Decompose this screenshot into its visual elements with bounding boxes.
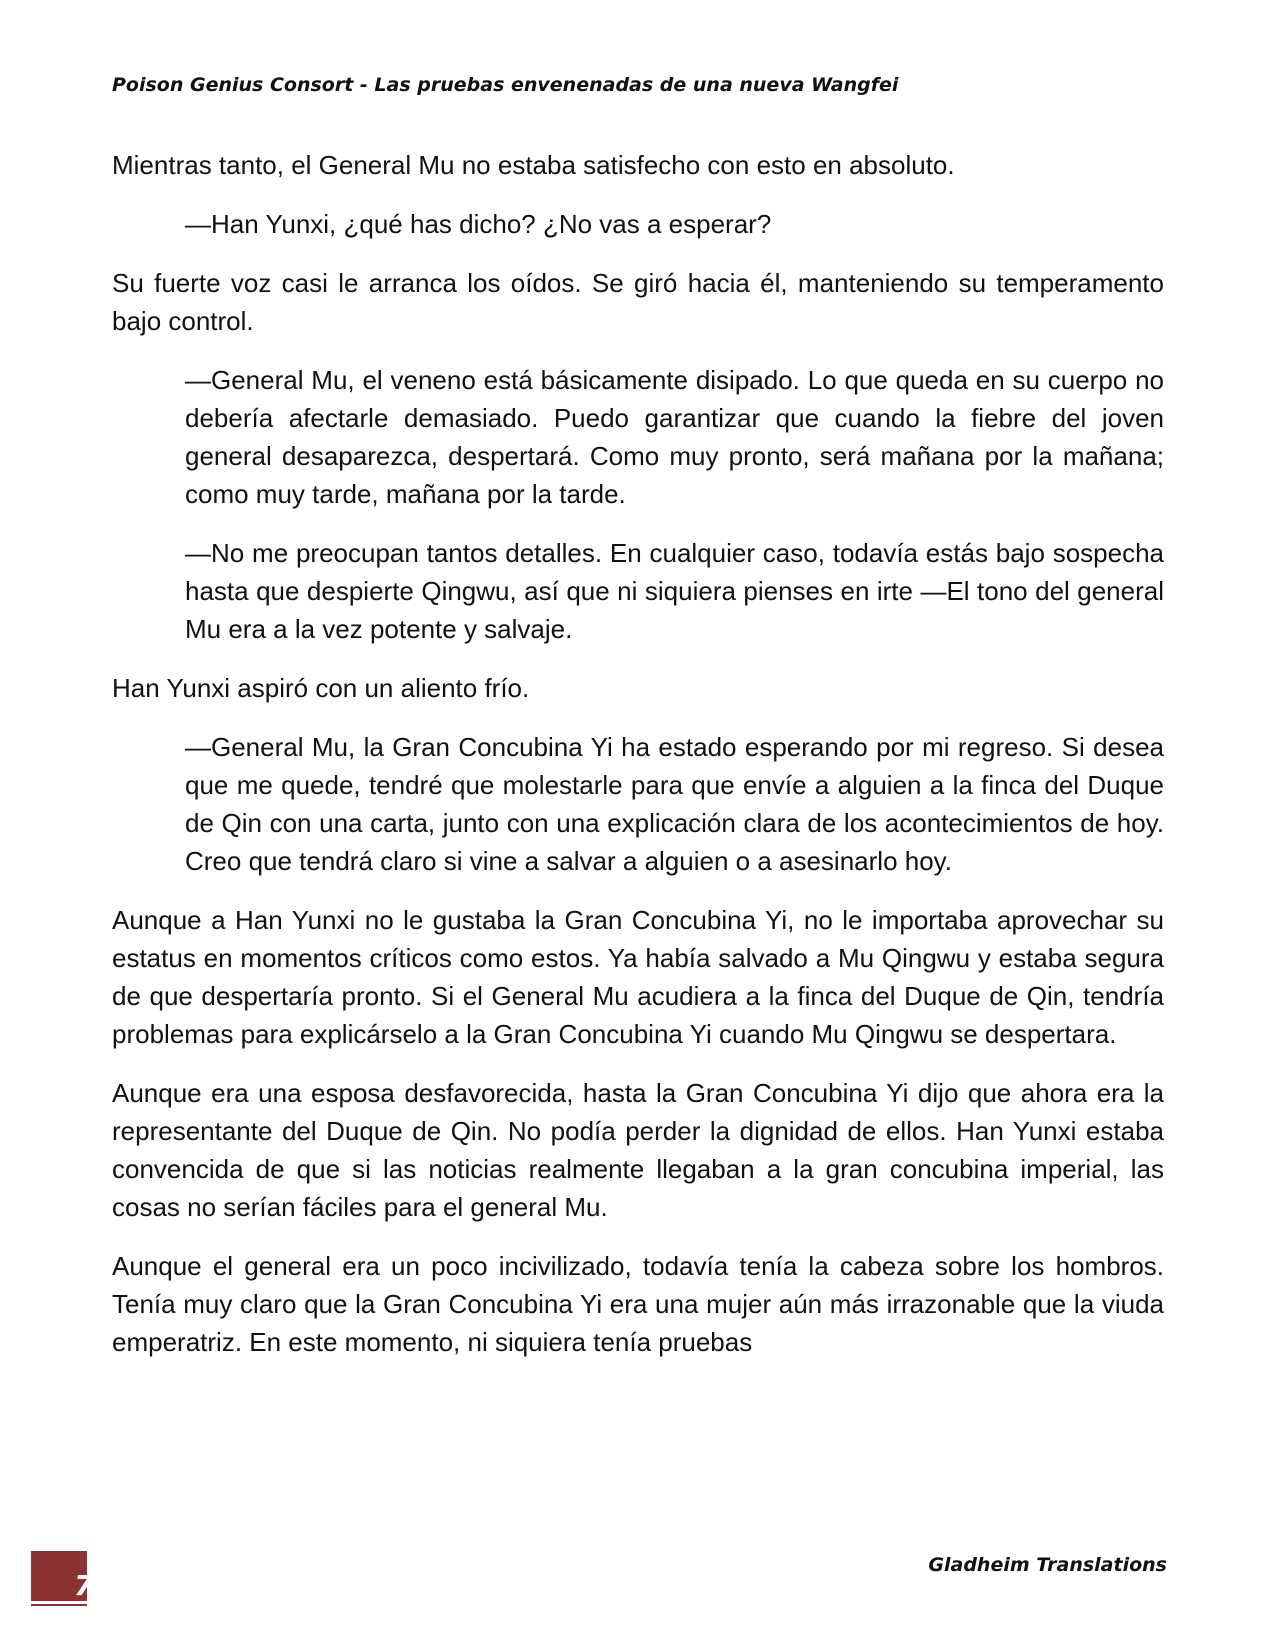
paragraph: Su fuerte voz casi le arranca los oídos. Se giró hacia él, manteniendo su temperamento bajo control. [112, 268, 1164, 336]
dialogue-paragraph: —Han Yunxi, ¿qué has dicho? ¿No vas a esperar? [185, 209, 772, 239]
page-number: 7 [74, 1569, 94, 1602]
paragraph: Aunque era una esposa desfavorecida, hasta la Gran Concubina Yi dijo que ahora era la representante del Duque de Qin. No podía perder la dignidad de ellos. Han Yunxi estaba convencida de que si las noticias realmente llegaban a la gran concubina imperial, las cosas no serían fáciles para el general Mu. [112, 1078, 1164, 1222]
dialogue-paragraph: —No me preocupan tantos detalles. En cualquier caso, todavía estás bajo sospecha hasta que despierte Qingwu, así que ni siquiera pienses en irte —El tono del general Mu era a la vez potente y salvaje. [185, 538, 1164, 644]
running-header-title: Poison Genius Consort - Las pruebas envenenadas de una nueva Wangfei [112, 74, 899, 96]
footer-credit: Gladheim Translations [928, 1554, 1167, 1576]
paragraph: Han Yunxi aspiró con un aliento frío. [112, 673, 530, 703]
paragraph: Aunque a Han Yunxi no le gustaba la Gran Concubina Yi, no le importaba aprovechar su estatus en momentos críticos como estos. Ya había salvado a Mu Qingwu y estaba segura de que despertaría pronto. Si el General Mu acudiera a la finca del Duque de Qin, tendría problemas para explicárselo a la Gran Concubina Yi cuando Mu Qingwu se despertara. [112, 905, 1164, 1049]
paragraph: Mientras tanto, el General Mu no estaba satisfecho con esto en absoluto. [112, 150, 955, 180]
footer-rule [31, 1604, 87, 1606]
document-body [112, 146, 1164, 1361]
dialogue-paragraph: —General Mu, el veneno está básicamente disipado. Lo que queda en su cuerpo no debería afectarle demasiado. Puedo garantizar que cuando la fiebre del joven general desaparezca, despertará. Como muy pronto, será mañana por la mañana; como muy tarde, mañana por la tarde. [185, 365, 1164, 509]
paragraph: Aunque el general era un poco incivilizado, todavía tenía la cabeza sobre los hombros. Tenía muy claro que la Gran Concubina Yi era una mujer aún más irrazonable que la viuda emperatriz. En este momento, ni siquiera tenía pruebas [112, 1251, 1164, 1357]
dialogue-paragraph: —General Mu, la Gran Concubina Yi ha estado esperando por mi regreso. Si desea que me quede, tendré que molestarle para que envíe a alguien a la finca del Duque de Qin con una carta, junto con una explicación clara de los acontecimientos de hoy. Creo que tendrá claro si vine a salvar a alguien o a asesinarlo hoy. [185, 732, 1164, 876]
